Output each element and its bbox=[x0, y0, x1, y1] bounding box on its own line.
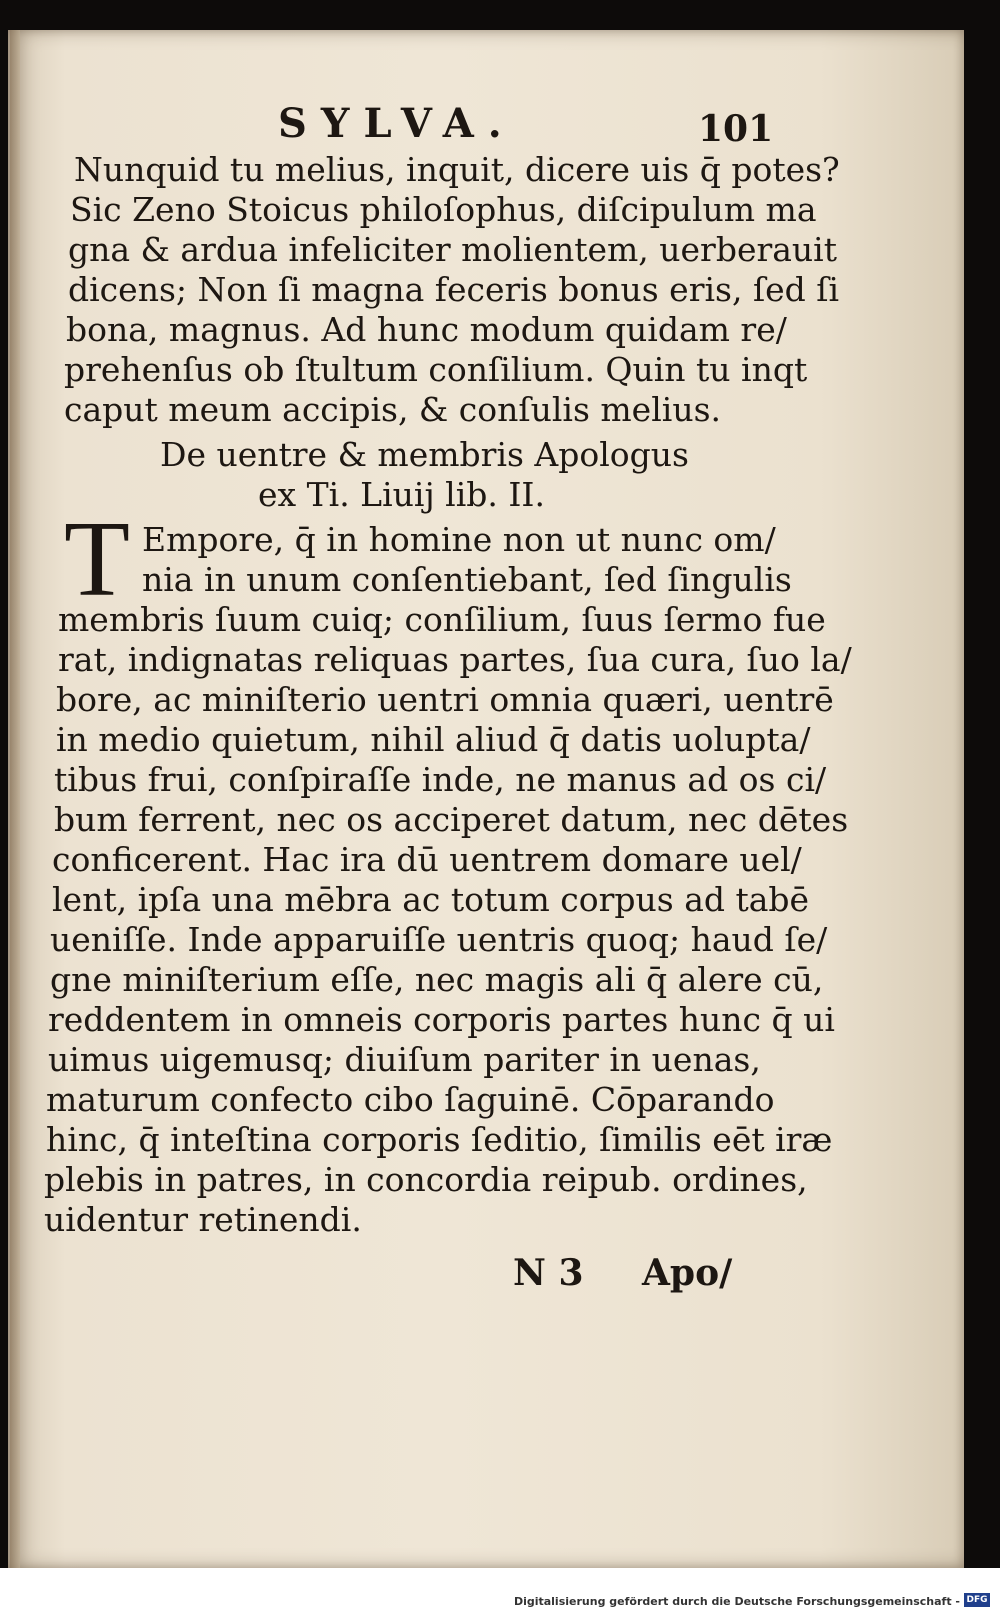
text-line: bore, ac miniſterio uentri omnia quæri, uentrē bbox=[56, 680, 834, 719]
text-line: plebis in patres, in concordia reipub. ordines, bbox=[44, 1160, 808, 1199]
text-line: gna & ardua infeliciter molientem, uerberauit bbox=[68, 230, 837, 269]
running-head: SYLVA. bbox=[278, 100, 516, 147]
text-line: hinc, q̄ inteſtina corporis ſeditio, ſimilis eēt iræ bbox=[46, 1120, 833, 1159]
text-line: bona, magnus. Ad hunc modum quidam re/ bbox=[66, 310, 787, 349]
text-line: nia in unum conſentiebant, ſed ſingulis bbox=[142, 560, 792, 599]
text-line: in medio quietum, nihil aliud q̄ datis uolupta/ bbox=[56, 720, 811, 759]
page-number: 101 bbox=[698, 108, 774, 150]
text-line: conficerent. Hac ira dū uentrem domare uel/ bbox=[52, 840, 802, 879]
text-line: Nunquid tu melius, inquit, dicere uis q̄ potes? bbox=[74, 150, 840, 189]
dfg-logo-icon: DFG bbox=[964, 1593, 990, 1607]
text-line: uimus uigemusq; diuiſum pariter in uenas, bbox=[48, 1040, 761, 1079]
text-line: gne miniſterium eſſe, nec magis ali q̄ alere cū, bbox=[50, 960, 824, 999]
text-line: caput meum accipis, & conſulis melius. bbox=[64, 390, 722, 429]
text-line: ueniſſe. Inde apparuiſſe uentris quoq; haud ſe/ bbox=[50, 920, 828, 959]
text-line: membris ſuum cuiq; conſilium, ſuus ſermo fue bbox=[58, 600, 826, 639]
text-line: tibus frui, conſpiraſſe inde, ne manus ad os ci/ bbox=[54, 760, 827, 799]
section-subheading: ex Ti. Liuij lib. II. bbox=[258, 475, 545, 514]
catchword: Apo/ bbox=[642, 1252, 733, 1294]
text-line: bum ferrent, nec os acciperet datum, nec dētes bbox=[54, 800, 849, 839]
text-line: maturum confecto cibo ſaguinē. Cōparando bbox=[46, 1080, 775, 1119]
text-line: dicens; Non ſi magna feceris bonus eris, ſed ſi bbox=[68, 270, 840, 309]
text-line: rat, indignatas reliquas partes, ſua cura, ſuo la/ bbox=[58, 640, 852, 679]
text-line: Sic Zeno Stoicus philoſophus, diſcipulum ma bbox=[70, 190, 817, 229]
signature-mark: N 3 bbox=[513, 1252, 584, 1294]
drop-capital: T bbox=[64, 500, 130, 619]
book-page bbox=[8, 30, 964, 1568]
text-line: lent, ipſa una mēbra ac totum corpus ad tabē bbox=[52, 880, 810, 919]
text-line: prehenſus ob ſtultum conſilium. Quin tu inqt bbox=[64, 350, 808, 389]
funding-credit: Digitalisierung gefördert durch die Deutsche Forschungsgemeinschaft - bbox=[513, 1595, 960, 1608]
text-line: reddentem in omneis corporis partes hunc q̄ ui bbox=[48, 1000, 835, 1039]
text-line: Empore, q̄ in homine non ut nunc om/ bbox=[142, 520, 776, 559]
text-line: uidentur retinendi. bbox=[44, 1200, 362, 1239]
section-heading: De uentre & membris Apologus bbox=[160, 435, 689, 474]
page-gutter-shadow bbox=[10, 30, 20, 1568]
